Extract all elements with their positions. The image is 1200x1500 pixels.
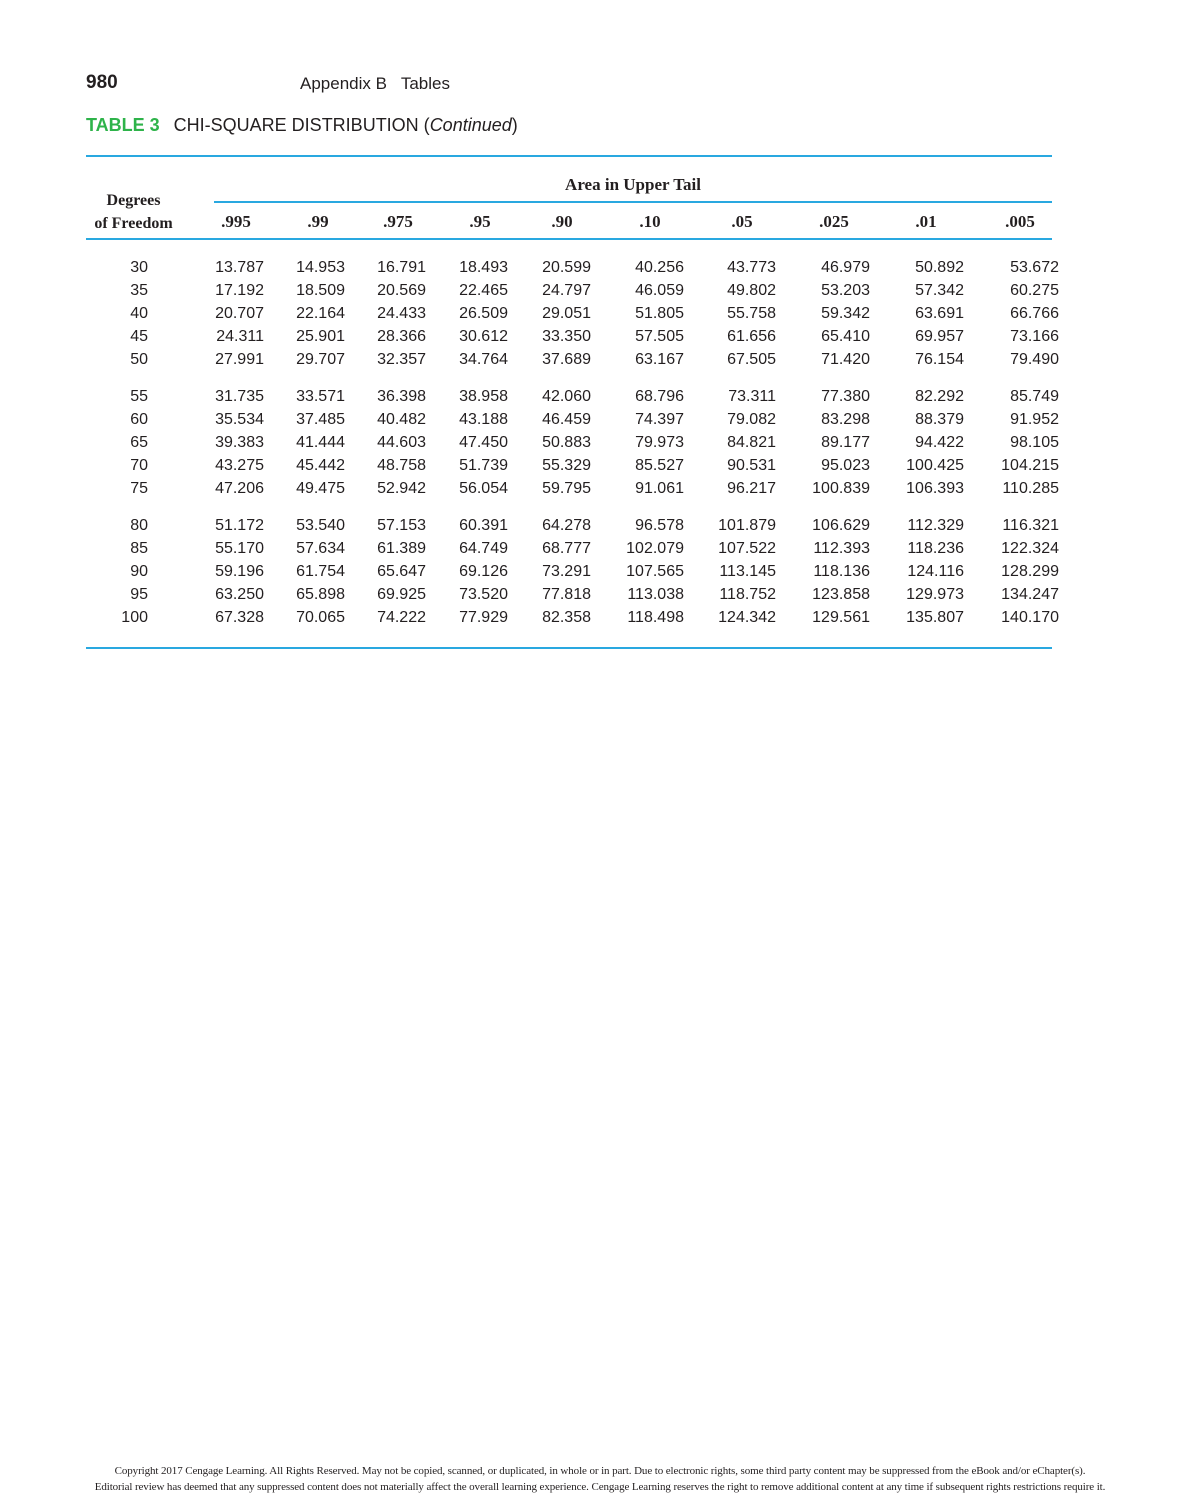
column-header: .10 (639, 212, 661, 231)
value-cell: 67.505 (727, 351, 776, 368)
value-cell: 55.329 (542, 457, 591, 474)
value-cell: 32.357 (377, 351, 426, 368)
chi-square-table (86, 256, 1059, 629)
value-cell: 129.561 (812, 609, 870, 626)
value-cell: 124.116 (907, 563, 964, 580)
value-cell: 50.883 (542, 434, 591, 451)
value-cell: 49.802 (727, 282, 776, 299)
value-cell: 53.672 (1010, 259, 1059, 276)
value-cell: 65.647 (377, 563, 426, 580)
value-cell: 24.433 (377, 305, 426, 322)
df-cell: 30 (130, 259, 148, 276)
df-cell: 35 (130, 282, 148, 299)
value-cell: 50.892 (915, 259, 964, 276)
table-row (86, 500, 1059, 537)
column-header: .005 (1005, 212, 1035, 231)
value-cell: 43.188 (459, 411, 508, 428)
value-cell: 69.126 (459, 563, 508, 580)
value-cell: 29.051 (542, 305, 591, 322)
table-title (86, 115, 518, 136)
value-cell: 70.065 (296, 609, 345, 626)
table-row (86, 477, 1059, 500)
value-cell: 37.689 (542, 351, 591, 368)
column-header: .025 (819, 212, 849, 231)
value-cell: 60.275 (1010, 282, 1059, 299)
value-cell: 96.217 (727, 480, 776, 497)
value-cell: 82.292 (915, 388, 964, 405)
value-cell: 61.754 (296, 563, 345, 580)
table-row (86, 256, 1059, 279)
value-cell: 61.656 (727, 328, 776, 345)
value-cell: 134.247 (1001, 586, 1059, 603)
copyright-line1: Copyright 2017 Cengage Learning. All Rights Reserved. May not be copied, scanned, or duplicated, in whole or in part. Due to electronic rights, some third party content may be suppressed from the eBook and/or eChapter(s). (114, 1465, 1086, 1477)
value-cell: 68.796 (635, 388, 684, 405)
value-cell: 118.136 (813, 563, 870, 580)
value-cell: 14.953 (296, 259, 345, 276)
value-cell: 47.450 (459, 434, 508, 451)
value-cell: 57.342 (915, 282, 964, 299)
value-cell: 29.707 (296, 351, 345, 368)
value-cell: 57.153 (377, 517, 426, 534)
value-cell: 83.298 (821, 411, 870, 428)
value-cell: 60.391 (459, 517, 508, 534)
table-row (86, 325, 1059, 348)
table-title-continued: Continued (429, 115, 512, 135)
table-row (86, 454, 1059, 477)
value-cell: 73.520 (459, 586, 508, 603)
value-cell: 66.766 (1010, 305, 1059, 322)
page-number: 980 (86, 72, 118, 93)
spanner-rule (214, 201, 1052, 203)
table-top-rule (86, 155, 1052, 157)
column-spanner: Area in Upper Tail (565, 175, 701, 194)
value-cell: 43.773 (727, 259, 776, 276)
value-cell: 63.691 (915, 305, 964, 322)
value-cell: 64.278 (542, 517, 591, 534)
value-cell: 128.299 (1001, 563, 1059, 580)
value-cell: 51.805 (635, 305, 684, 322)
value-cell: 100.425 (906, 457, 964, 474)
value-cell: 63.250 (215, 586, 264, 603)
value-cell: 102.079 (626, 540, 684, 557)
column-header: .995 (221, 212, 251, 231)
value-cell: 63.167 (635, 351, 684, 368)
value-cell: 39.383 (215, 434, 264, 451)
value-cell: 38.958 (459, 388, 508, 405)
value-cell: 90.531 (727, 457, 776, 474)
value-cell: 122.324 (1001, 540, 1059, 557)
value-cell: 61.389 (377, 540, 426, 557)
value-cell: 113.038 (627, 586, 684, 603)
column-header: .975 (383, 212, 413, 231)
value-cell: 55.170 (215, 540, 264, 557)
value-cell: 113.145 (719, 563, 776, 580)
value-cell: 107.565 (626, 563, 684, 580)
df-cell: 65 (130, 434, 148, 451)
value-cell: 40.482 (377, 411, 426, 428)
value-cell: 116.321 (1002, 517, 1059, 534)
value-cell: 110.285 (1002, 480, 1059, 497)
table-row (86, 583, 1059, 606)
value-cell: 73.291 (542, 563, 591, 580)
value-cell: 46.979 (821, 259, 870, 276)
value-cell: 44.603 (377, 434, 426, 451)
column-header: .05 (731, 212, 753, 231)
value-cell: 48.758 (377, 457, 426, 474)
stub-head (86, 189, 181, 235)
table-row (86, 348, 1059, 371)
value-cell: 84.821 (727, 434, 776, 451)
value-cell: 46.059 (635, 282, 684, 299)
value-cell: 41.444 (296, 434, 345, 451)
stub-head-line1: Degrees (106, 192, 161, 209)
df-cell: 75 (130, 480, 148, 497)
value-cell: 73.311 (728, 388, 776, 405)
df-cell: 90 (130, 563, 148, 580)
table-row (86, 371, 1059, 408)
value-cell: 51.172 (215, 517, 264, 534)
value-cell: 27.991 (215, 351, 264, 368)
value-cell: 59.342 (821, 305, 870, 322)
column-header: .95 (469, 212, 491, 231)
df-cell: 55 (130, 388, 148, 405)
value-cell: 76.154 (915, 351, 964, 368)
value-cell: 107.522 (718, 540, 776, 557)
value-cell: 118.236 (907, 540, 964, 557)
value-cell: 91.061 (635, 480, 684, 497)
df-cell: 85 (130, 540, 148, 557)
running-head: Appendix B Tables (300, 74, 450, 93)
table-label: TABLE 3 (86, 115, 160, 135)
value-cell: 47.206 (215, 480, 264, 497)
value-cell: 77.818 (542, 586, 591, 603)
value-cell: 89.177 (821, 434, 870, 451)
value-cell: 79.082 (727, 411, 776, 428)
df-cell: 60 (130, 411, 148, 428)
value-cell: 67.328 (215, 609, 264, 626)
value-cell: 59.196 (215, 563, 264, 580)
value-cell: 45.442 (296, 457, 345, 474)
df-cell: 80 (130, 517, 148, 534)
value-cell: 31.735 (215, 388, 264, 405)
value-cell: 46.459 (542, 411, 591, 428)
value-cell: 77.929 (459, 609, 508, 626)
copyright-notice (0, 1463, 1200, 1495)
column-header: .99 (307, 212, 329, 231)
df-cell: 50 (130, 351, 148, 368)
header-rule (86, 238, 1052, 240)
value-cell: 73.166 (1010, 328, 1059, 345)
value-cell: 16.791 (377, 259, 426, 276)
value-cell: 18.493 (459, 259, 508, 276)
table-row (86, 302, 1059, 325)
value-cell: 25.901 (296, 328, 345, 345)
value-cell: 33.571 (296, 388, 345, 405)
value-cell: 40.256 (635, 259, 684, 276)
value-cell: 94.422 (915, 434, 964, 451)
value-cell: 57.634 (296, 540, 345, 557)
value-cell: 85.749 (1010, 388, 1059, 405)
value-cell: 55.758 (727, 305, 776, 322)
value-cell: 71.420 (821, 351, 870, 368)
value-cell: 112.329 (907, 517, 964, 534)
value-cell: 52.942 (377, 480, 426, 497)
value-cell: 24.797 (542, 282, 591, 299)
value-cell: 104.215 (1001, 457, 1059, 474)
value-cell: 43.275 (215, 457, 264, 474)
value-cell: 34.764 (459, 351, 508, 368)
value-cell: 82.358 (542, 609, 591, 626)
table-row (86, 408, 1059, 431)
value-cell: 124.342 (718, 609, 776, 626)
value-cell: 35.534 (215, 411, 264, 428)
value-cell: 100.839 (812, 480, 870, 497)
value-cell: 57.505 (635, 328, 684, 345)
value-cell: 56.054 (459, 480, 508, 497)
table-row (86, 560, 1059, 583)
column-header: .01 (915, 212, 937, 231)
value-cell: 96.578 (635, 517, 684, 534)
value-cell: 59.795 (542, 480, 591, 497)
value-cell: 53.540 (296, 517, 345, 534)
value-cell: 51.739 (459, 457, 508, 474)
table-title-close: ) (511, 115, 518, 135)
value-cell: 95.023 (821, 457, 870, 474)
value-cell: 79.973 (635, 434, 684, 451)
value-cell: 20.707 (215, 305, 264, 322)
value-cell: 135.807 (906, 609, 964, 626)
value-cell: 69.925 (377, 586, 426, 603)
value-cell: 69.957 (915, 328, 964, 345)
value-cell: 36.398 (377, 388, 426, 405)
value-cell: 140.170 (1001, 609, 1059, 626)
df-cell: 40 (130, 305, 148, 322)
value-cell: 37.485 (296, 411, 345, 428)
value-cell: 53.203 (821, 282, 870, 299)
value-cell: 33.350 (542, 328, 591, 345)
value-cell: 20.599 (542, 259, 591, 276)
stub-head-line2: of Freedom (94, 215, 173, 232)
value-cell: 22.164 (296, 305, 345, 322)
value-cell: 129.973 (906, 586, 964, 603)
value-cell: 85.527 (635, 457, 684, 474)
value-cell: 123.858 (812, 586, 870, 603)
table-row (86, 606, 1059, 629)
df-cell: 100 (121, 609, 148, 626)
copyright-line2: Editorial review has deemed that any suppressed content does not materially affect the overall learning experience. Cengage Learning reserves the right to remove additional content at any time if subsequent rights restrictions require it. (94, 1481, 1106, 1493)
df-cell: 70 (130, 457, 148, 474)
value-cell: 24.311 (216, 328, 264, 345)
value-cell: 68.777 (542, 540, 591, 557)
value-cell: 101.879 (718, 517, 776, 534)
df-cell: 95 (130, 586, 148, 603)
value-cell: 74.397 (635, 411, 684, 428)
value-cell: 118.498 (627, 609, 684, 626)
value-cell: 28.366 (377, 328, 426, 345)
value-cell: 118.752 (719, 586, 776, 603)
value-cell: 13.787 (215, 259, 264, 276)
value-cell: 49.475 (296, 480, 345, 497)
value-cell: 20.569 (377, 282, 426, 299)
column-header: .90 (551, 212, 573, 231)
value-cell: 77.380 (821, 388, 870, 405)
value-cell: 112.393 (813, 540, 870, 557)
value-cell: 91.952 (1010, 411, 1059, 428)
value-cell: 106.393 (906, 480, 964, 497)
value-cell: 88.379 (915, 411, 964, 428)
value-cell: 22.465 (459, 282, 508, 299)
df-cell: 45 (130, 328, 148, 345)
value-cell: 79.490 (1010, 351, 1059, 368)
value-cell: 98.105 (1010, 434, 1059, 451)
value-cell: 42.060 (542, 388, 591, 405)
table-row (86, 537, 1059, 560)
table-bottom-rule (86, 647, 1052, 649)
table-title-text: CHI-SQUARE DISTRIBUTION ( (173, 115, 430, 135)
value-cell: 30.612 (459, 328, 508, 345)
value-cell: 74.222 (377, 609, 426, 626)
value-cell: 17.192 (215, 282, 264, 299)
value-cell: 65.410 (821, 328, 870, 345)
value-cell: 65.898 (296, 586, 345, 603)
value-cell: 18.509 (296, 282, 345, 299)
table-row (86, 431, 1059, 454)
value-cell: 106.629 (812, 517, 870, 534)
table-row (86, 279, 1059, 302)
value-cell: 26.509 (459, 305, 508, 322)
value-cell: 64.749 (459, 540, 508, 557)
